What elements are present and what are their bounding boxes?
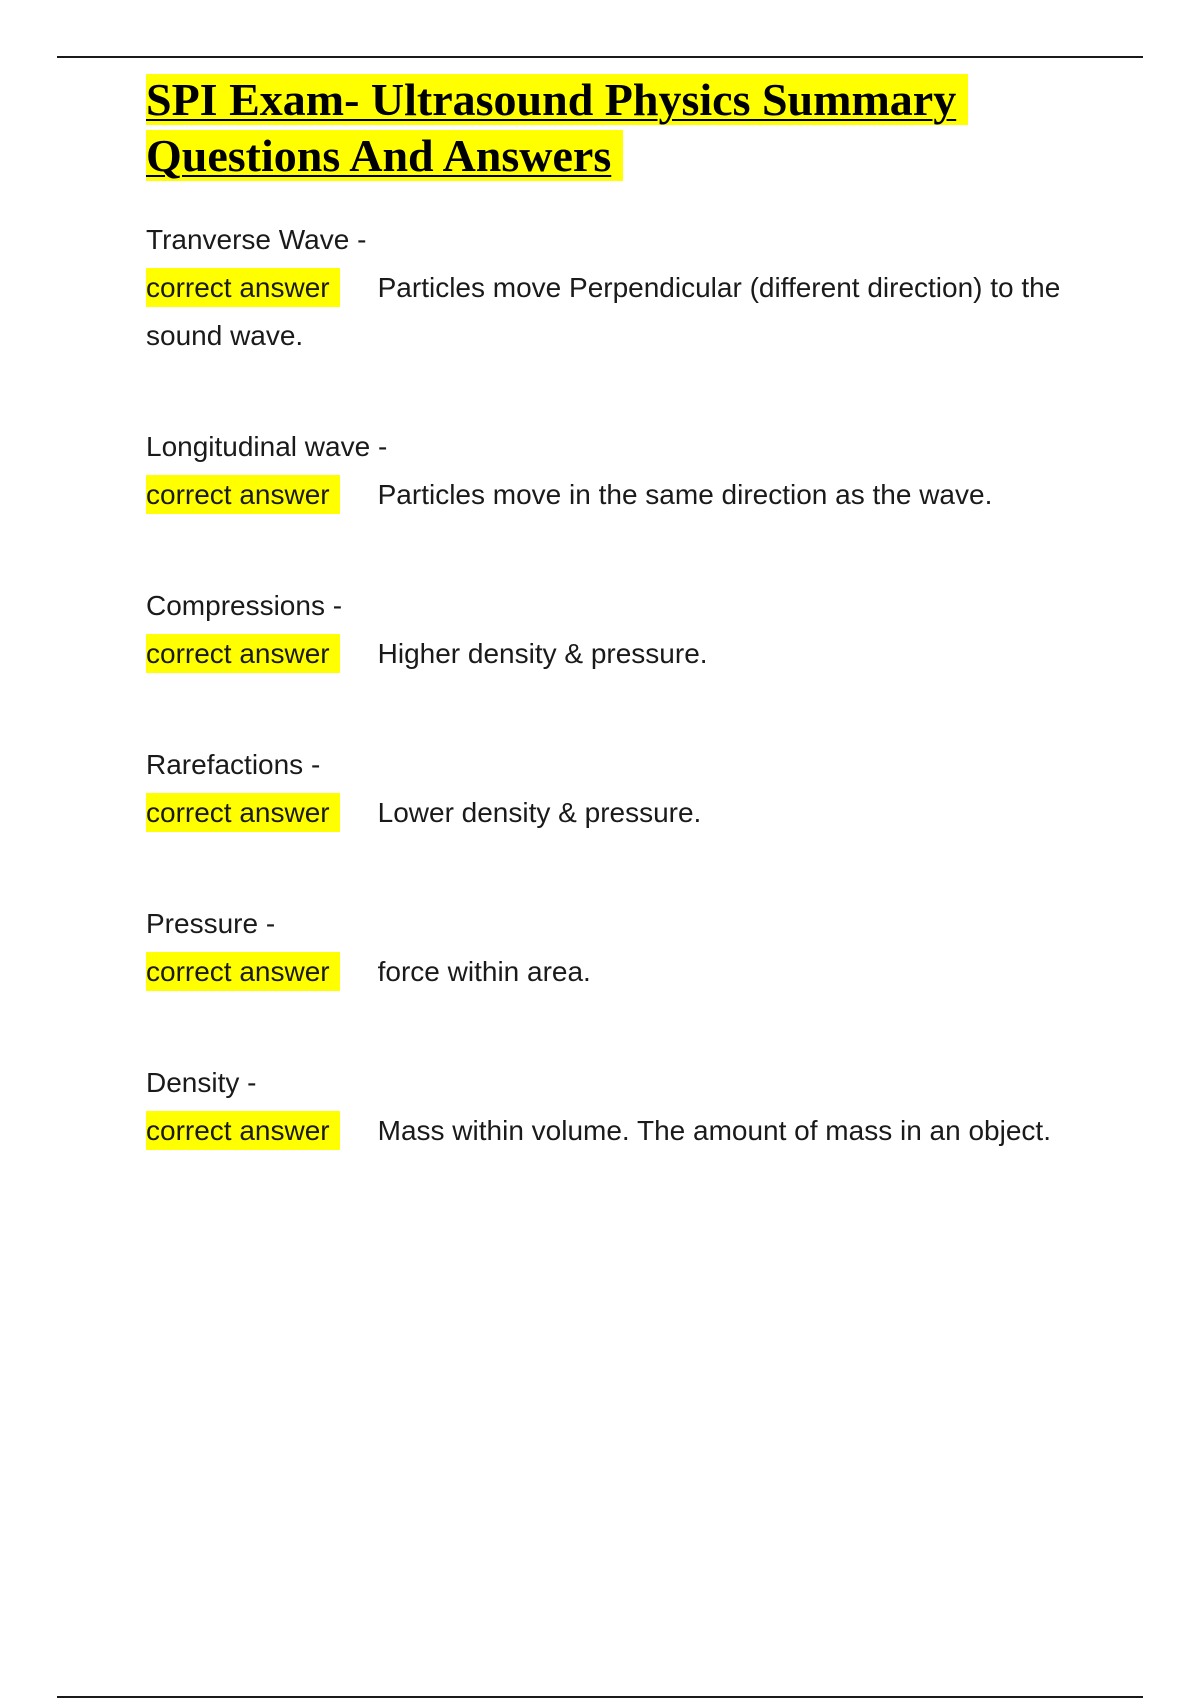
qa-item bbox=[146, 1059, 1106, 1155]
answer-line bbox=[146, 948, 1106, 996]
document-title: SPI Exam- Ultrasound Physics Summary Questions And Answers bbox=[146, 72, 1106, 184]
qa-list bbox=[146, 216, 1106, 1155]
qa-item bbox=[146, 741, 1106, 837]
qa-item bbox=[146, 900, 1106, 996]
answer-text: Lower density & pressure. bbox=[377, 797, 702, 828]
top-rule bbox=[57, 56, 1143, 58]
question-text: Longitudinal wave - bbox=[146, 431, 388, 462]
correct-answer-label: correct answer bbox=[146, 475, 340, 514]
answer-line bbox=[146, 471, 1106, 519]
question-text: Tranverse Wave - bbox=[146, 224, 367, 255]
correct-answer-label: correct answer bbox=[146, 952, 340, 991]
document-body bbox=[146, 72, 1106, 1155]
question-text: Pressure - bbox=[146, 908, 276, 939]
correct-answer-label: correct answer bbox=[146, 268, 340, 307]
answer-text: Particles move Perpendicular (different direction) to the sound wave. bbox=[146, 272, 1061, 351]
answer-text: force within area. bbox=[377, 956, 591, 987]
answer-line bbox=[146, 630, 1106, 678]
correct-answer-label: correct answer bbox=[146, 1111, 340, 1150]
correct-answer-label: correct answer bbox=[146, 634, 340, 673]
question-text: Rarefactions - bbox=[146, 749, 321, 780]
correct-answer-label: correct answer bbox=[146, 793, 340, 832]
qa-item bbox=[146, 216, 1106, 360]
answer-text: Particles move in the same direction as the wave. bbox=[377, 479, 993, 510]
qa-item bbox=[146, 423, 1106, 519]
question-text: Compressions - bbox=[146, 590, 343, 621]
qa-item bbox=[146, 582, 1106, 678]
answer-line bbox=[146, 1107, 1106, 1155]
answer-line bbox=[146, 264, 1106, 360]
question-text: Density - bbox=[146, 1067, 257, 1098]
answer-text: Higher density & pressure. bbox=[377, 638, 708, 669]
answer-line bbox=[146, 789, 1106, 837]
answer-text: Mass within volume. The amount of mass in an object. bbox=[377, 1115, 1051, 1146]
bottom-rule bbox=[57, 1696, 1143, 1698]
